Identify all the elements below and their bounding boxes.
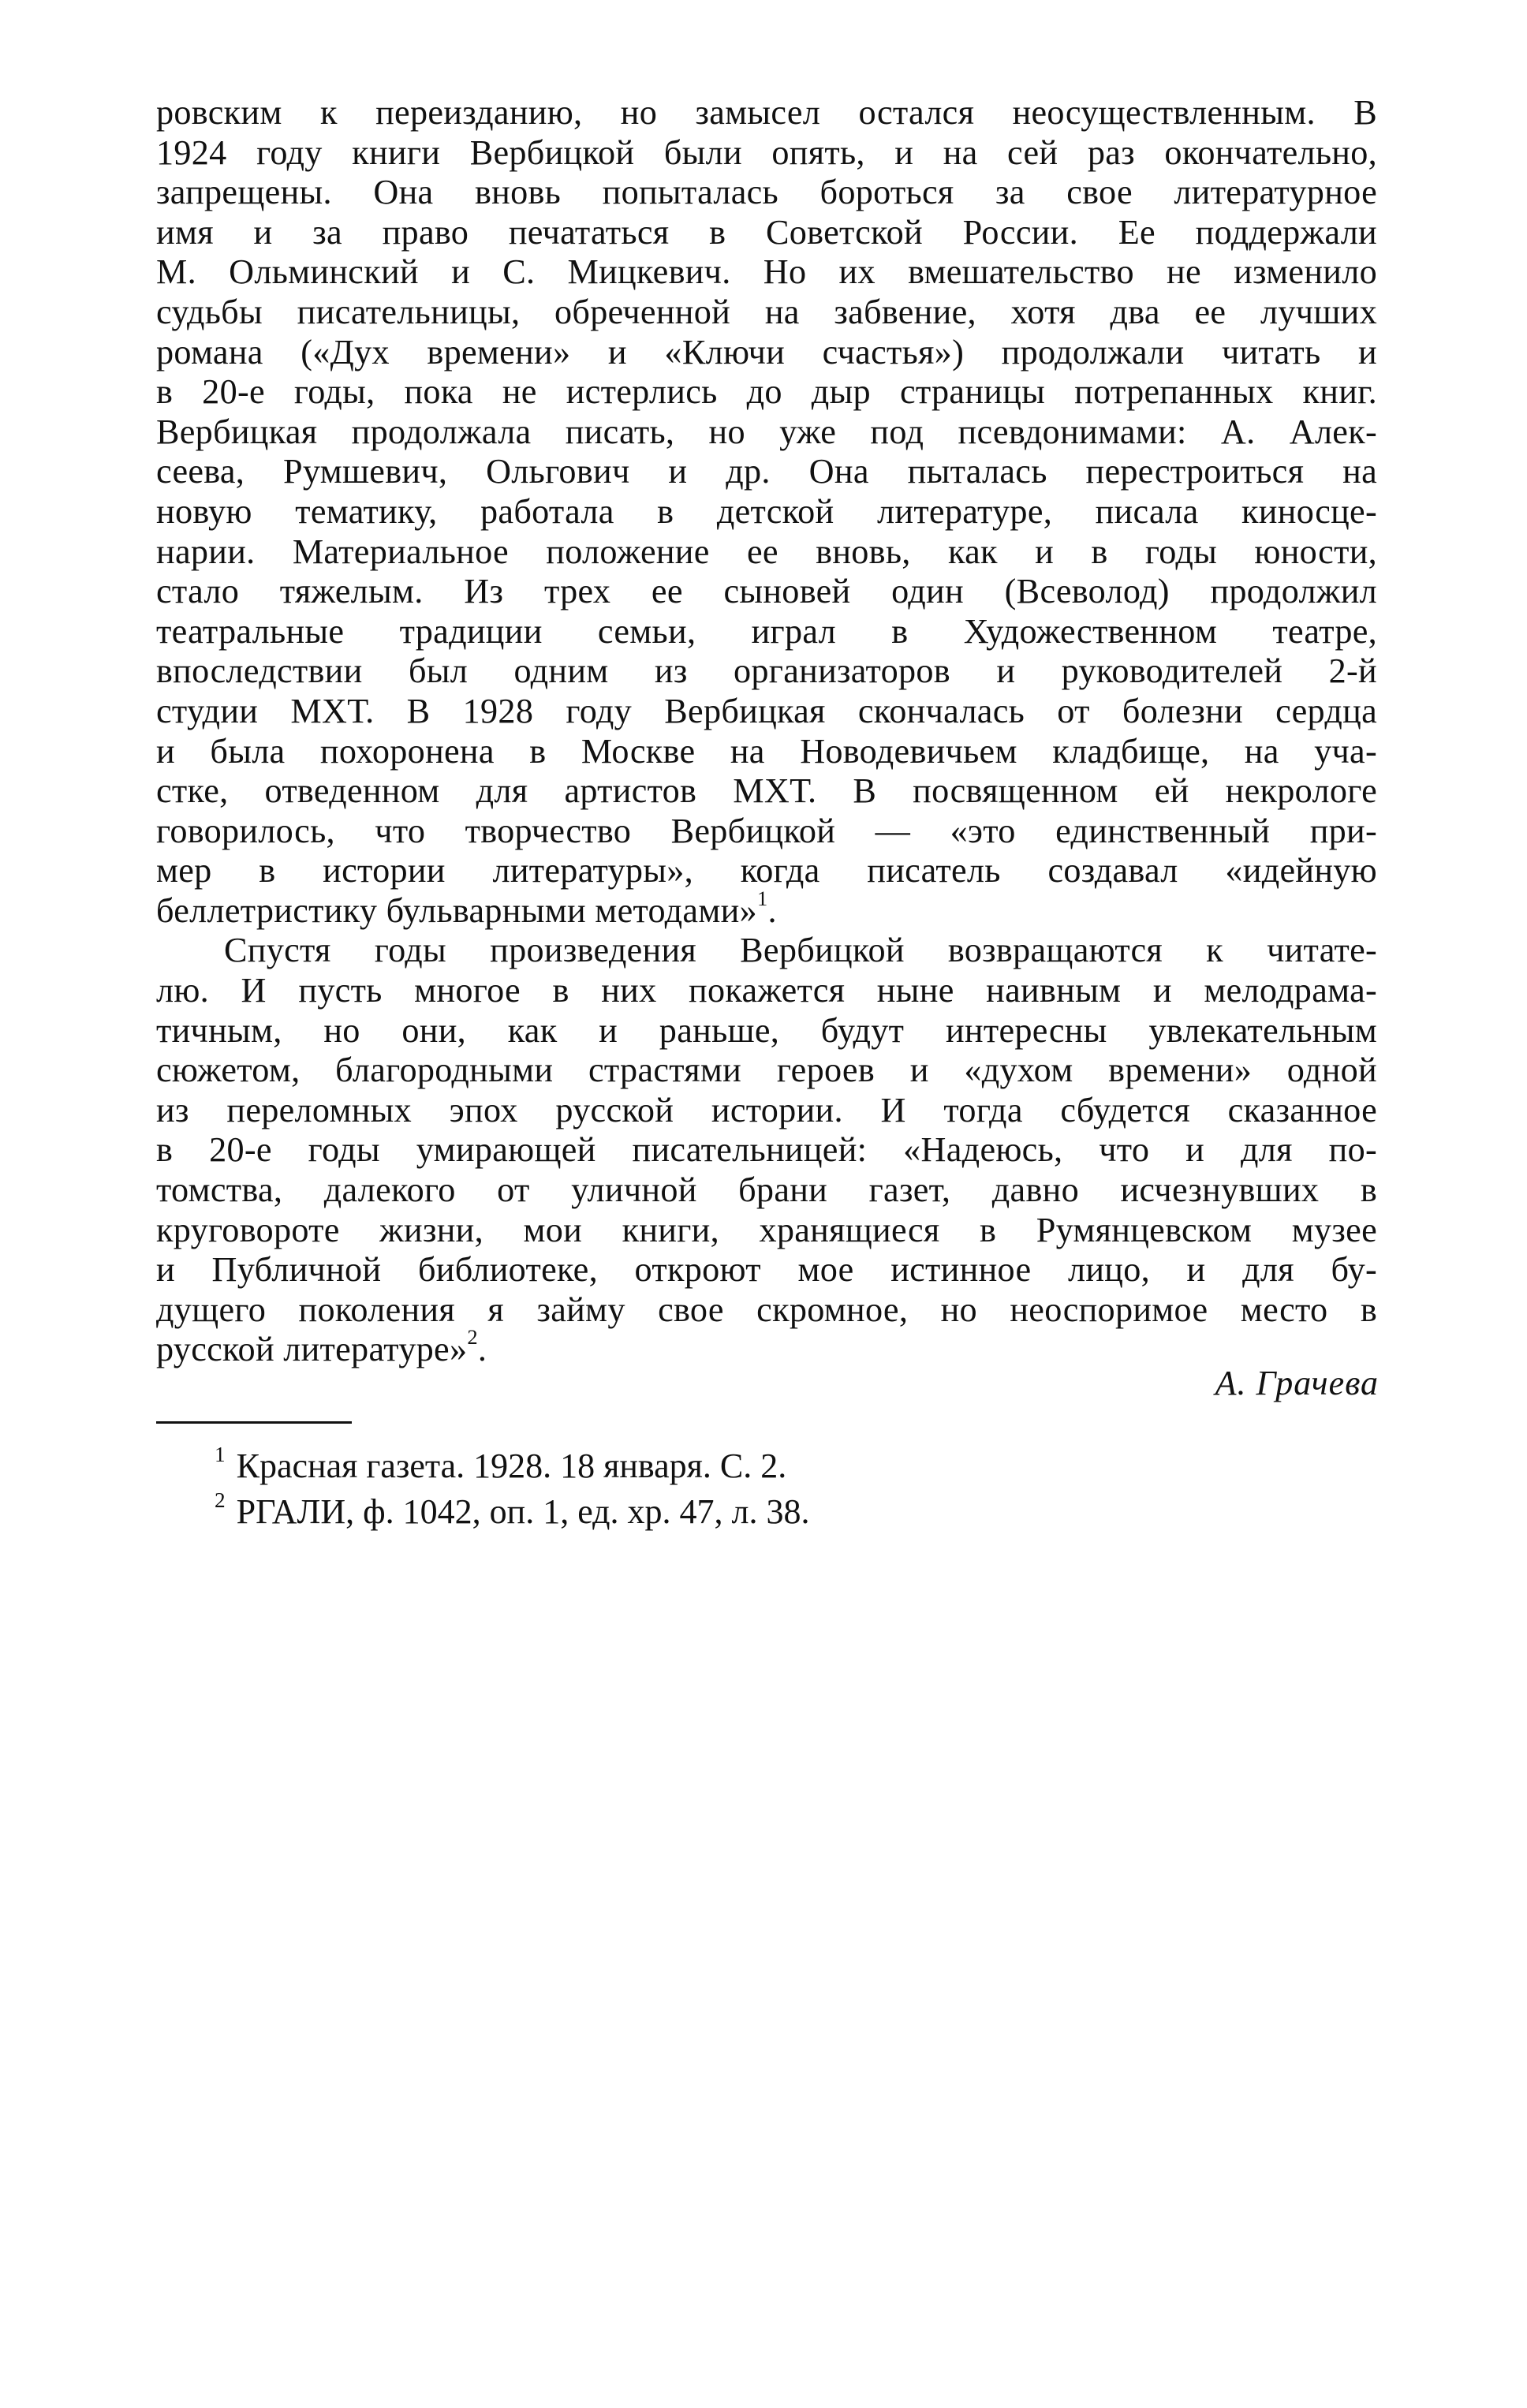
footnotes <box>215 1443 810 1535</box>
text-line: в 20-е годы, пока не истерлись до дыр страницы потрепанных книг. <box>156 372 1377 412</box>
text-line: студии МХТ. В 1928 году Вербицкая скончалась от болезни сердца <box>156 691 1377 730</box>
text-line: судьбы писательницы, обреченной на забвение, хотя два ее лучших <box>156 292 1377 331</box>
footnote-item <box>215 1443 810 1489</box>
text-line: Вербицкая продолжала писать, но уже под псевдонимами: А. Алек- <box>156 412 1377 451</box>
footnote-ref: 2 <box>467 1325 478 1350</box>
text-line: томства, далекого от уличной брани газет, давно исчезнувших в <box>156 1170 1377 1210</box>
text-line: из переломных эпох русской истории. И тогда сбудется сказанное <box>156 1090 1377 1129</box>
text-line: новую тематику, работала в детской литературе, писала киносце- <box>156 491 1377 531</box>
text-line-last <box>156 886 1377 931</box>
text-line: имя и за право печататься в Советской России. Ее поддержали <box>156 212 1377 252</box>
text-line: тичным, но они, как и раньше, будут интересны увлекательным <box>156 1010 1377 1050</box>
text-line: театральные традиции семьи, играл в Художественном театре, <box>156 611 1377 651</box>
footnote-mark: 2 <box>215 1488 226 1512</box>
text-line: и Публичной библиотеке, откроют мое истинное лицо, и для бу- <box>156 1250 1377 1290</box>
text-line: стке, отведенном для артистов МХТ. В посвященном ей некрологе <box>156 771 1377 811</box>
text-line-content: беллетристику бульварными методами» <box>156 890 757 930</box>
text-line: романа («Дух времени» и «Ключи счастья») продолжали читать и <box>156 332 1377 371</box>
footnote-item <box>215 1489 810 1535</box>
footnote-ref: 1 <box>756 886 768 910</box>
text-line: запрещены. Она вновь попыталась бороться за свое литературное <box>156 173 1377 212</box>
author-signature: А. Грачева <box>1215 1364 1379 1402</box>
text-line: сюжетом, благородными страстями героев и «духом времени» одной <box>156 1051 1377 1090</box>
text-line: ровским к переизданию, но замысел остался неосуществленным. В <box>156 93 1377 132</box>
text-line-tail: . <box>767 890 777 930</box>
text-line-content: русской литературе» <box>156 1330 468 1369</box>
text-line-first: Спустя годы произведения Вербицкой возвращаются к читате- <box>224 931 1377 970</box>
text-line: и была похоронена в Москве на Новодевичьем кладбище, на уча- <box>156 731 1377 771</box>
text-line: впоследствии был одним из организаторов и руководителей 2-й <box>156 651 1377 691</box>
text-line: М. Ольминский и С. Мицкевич. Но их вмешательство не изменило <box>156 252 1377 292</box>
paragraph-1 <box>156 93 1377 931</box>
footnote-text: РГАЛИ, ф. 1042, оп. 1, ед. хр. 47, л. 38. <box>236 1492 810 1531</box>
text-line-last <box>156 1325 1377 1370</box>
text-line: мер в истории литературы», когда писатель создавал «идейную <box>156 851 1377 890</box>
text-line: стало тяжелым. Из трех ее сыновей один (Всеволод) продолжил <box>156 572 1377 611</box>
text-line-tail: . <box>477 1330 487 1369</box>
text-line: сеева, Румшевич, Ольгович и др. Она пыталась перестроиться на <box>156 452 1377 491</box>
text-line: нарии. Материальное положение ее вновь, как и в годы юности, <box>156 532 1377 571</box>
paragraph-2 <box>156 931 1377 1370</box>
body-text <box>156 93 1377 1370</box>
footnote-mark: 1 <box>215 1442 226 1466</box>
text-line: лю. И пусть многое в них покажется ныне наивным и мелодрама- <box>156 971 1377 1010</box>
footnote-text: Красная газета. 1928. 18 января. С. 2. <box>236 1447 787 1485</box>
text-line: 1924 году книги Вербицкой были опять, и на сей раз окончательно, <box>156 133 1377 172</box>
text-line: дущего поколения я займу свое скромное, но неоспоримое место в <box>156 1290 1377 1329</box>
text-line: в 20-е годы умирающей писательницей: «Надеюсь, что и для по- <box>156 1130 1377 1170</box>
text-line: круговороте жизни, мои книги, хранящиеся в Румянцевском музее <box>156 1210 1377 1249</box>
text-line: говорилось, что творчество Вербицкой — «это единственный при- <box>156 811 1377 850</box>
footnote-divider <box>156 1421 352 1424</box>
